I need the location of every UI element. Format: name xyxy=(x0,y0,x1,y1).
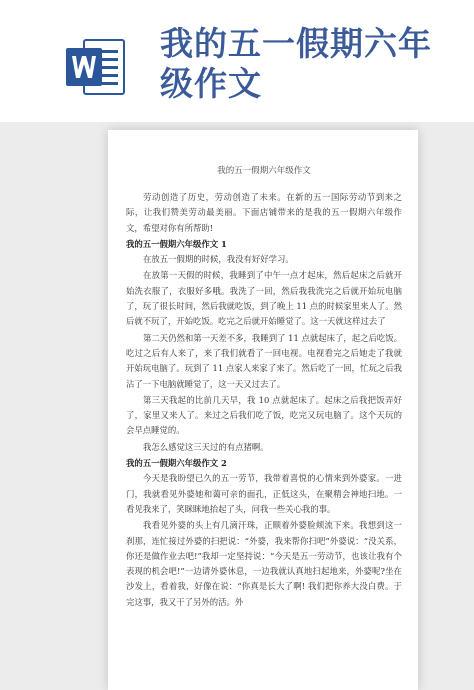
word-document-icon xyxy=(64,36,126,98)
paragraph: 在放五一假期的时候，我没有好好学习。 xyxy=(143,254,294,265)
header-banner xyxy=(0,0,474,122)
paragraph: 第三天我起的比前几天早，我 10 点就起床了。起床之后我把饭弄好了，家里又来人了。来过之后我们吃了饭，吃完又玩电脑了。这个天玩的会早点睡觉的。 xyxy=(126,394,402,436)
paragraph: 在放第一天假的时候，我睡到了中午一点才起床，然后起床之后就开始洗衣服了，衣服好多哦。我洗了一回，然后我我洗完之后就开始玩电脑了，玩了很长时间，然后我就吃饭，到了晚上 11 点的时候家里来人了。然后就不玩了，开始吃饭。吃完之后就开始睡觉了。这一天就这样过去了 xyxy=(126,270,402,327)
document-title: 我的五一假期六年级作文 xyxy=(217,166,311,176)
paragraph: 我怎么感觉这三天过的有点猪啊。 xyxy=(143,441,269,452)
page-title: 我的五一假期六年级作文 xyxy=(160,24,432,103)
document-body xyxy=(126,164,402,611)
section-heading-2: 我的五一假期六年级作文 2 xyxy=(126,458,227,469)
intro-paragraph: 劳动创造了历史，劳动创造了未来。在新的五一国际劳动节到来之际，让我们赞美劳动最美丽。下面店铺带来的是我的五一假期六年级作文，希望对你有所帮助! xyxy=(126,192,402,233)
paragraph: 今天是我盼望已久的五一劳节，我带着喜悦的心情来到外婆家。一进门，我就看见外婆她和蔼可亲的面孔，正低这头，在聚精会神地扫地。一看见我来了，笑眯眯地抬起了头，问我一些关心我的事。 xyxy=(126,473,402,514)
paragraph: 第二天仍然和第一天差不多，我睡到了 11 点就起床了，起之后吃饭。吃过之后有人来了，来了我们就看了一回电视。电视看完之后她走了我就开始玩电脑了。玩到了 11 点家人来家了来了。然后吃了一回，忙玩之后我沾了一下电脑就睡觉了，这一天又过去了。 xyxy=(126,332,402,389)
section-heading-1: 我的五一假期六年级作文 1 xyxy=(126,238,227,249)
document-page xyxy=(108,130,418,690)
paragraph: 我看见外婆的头上有几滴汗珠，正顺着外婆脸颊流下来。我想到这一刹那，连忙接过外婆的扫把说：“外婆，我来帮你扫吧”外婆说：“没关系，你还是做作业去吧!”我却一定坚持说：“今天是五一劳动节，也该让我有个表现的机会吧!”一边请外婆休息，一边我就认真地扫起地来，外婆呢?坐在沙发上，看着我，好像在说：“你真是长大了啊! 我们把你养大没白费。于完这事，我又干了另外的活。外 xyxy=(126,520,402,607)
